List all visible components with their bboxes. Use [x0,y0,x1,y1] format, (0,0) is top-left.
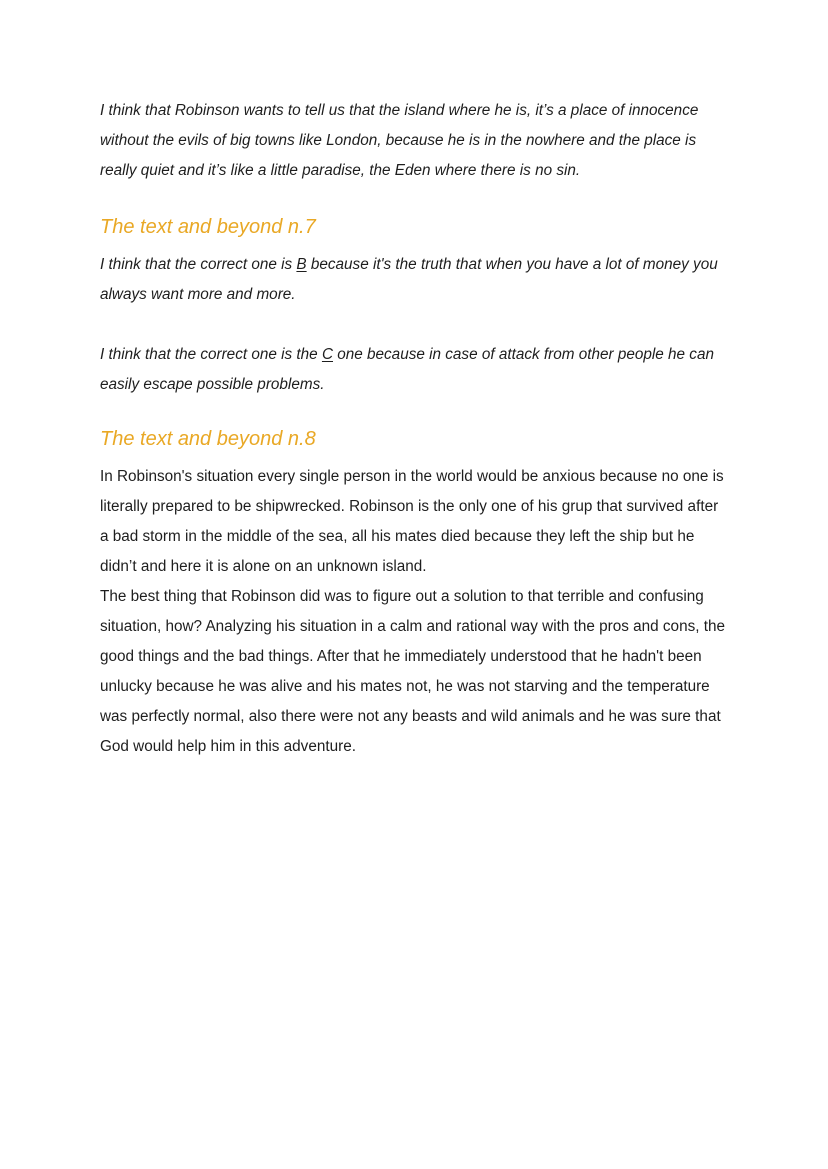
answer-b-letter: B [296,256,307,273]
answer-b-text-after: because it's the truth that when you have a lot of money you always want more and more. [100,256,718,303]
answer-b-text-before: I think that the correct one is [100,256,297,273]
section-heading-7: The text and beyond n.7 [100,216,316,238]
answer-c-text-before: I think that the correct one is the [100,346,322,363]
section-heading-8: The text and beyond n.8 [100,428,316,450]
answer-c-text-after: one because in case of attack from other people he can easily escape possible problems. [100,346,714,393]
situation-paragraph: In Robinson's situation every single person in the world would be anxious because no one is literally prepared to be shipwrecked. Robinson is the only one of his grup that survived after a bad storm in the middle of the sea, all his mates died because they left the ship but he didn’t and here it is alone on an unknown island. [100,468,724,575]
answer-b-paragraph [100,250,730,310]
answer-c-letter: C [321,346,333,363]
analysis-paragraph: The best thing that Robinson did was to figure out a solution to that terrible and confusing situation, how? Analyzing his situation in a calm and rational way with the pros and cons, the good things and the bad things. After that he immediately understood that he hadn't been unlucky because he was alive and his mates not, he was not starving and the temperature was perfectly normal, also there were not any beasts and wild animals and he was sure that God would help him in this adventure. [100,588,725,755]
document-body [100,96,730,762]
answer-c-paragraph [100,340,730,400]
intro-paragraph: I think that Robinson wants to tell us that the island where he is, it’s a place of innocence without the evils of big towns like London, because he is in the nowhere and the place is really quiet and it’s like a little paradise, the Eden where there is no sin. [100,102,699,179]
